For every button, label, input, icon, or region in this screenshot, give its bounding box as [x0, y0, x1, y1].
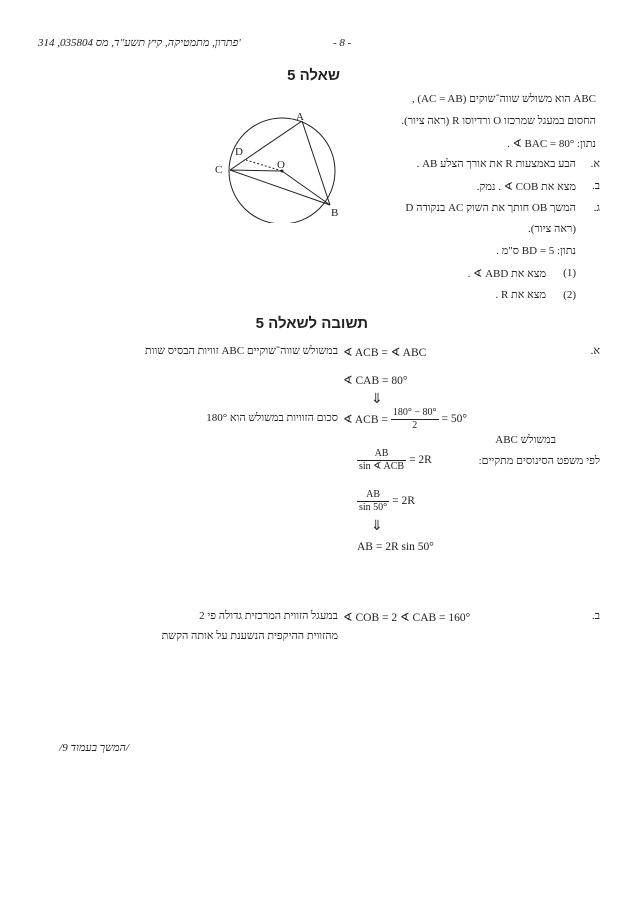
given-angle: נתון: BAC = 80° ∢ . [507, 138, 596, 150]
eq-cab: ∢ CAB = 80° [343, 375, 408, 387]
in-triangle-label: במשולש ABC [495, 434, 556, 446]
page-header-title: 314 ,035804 פתרון, מתמטיקה, קיץ תשע"ד, מס' [38, 37, 241, 49]
label-a: A [296, 111, 304, 123]
segment-ob [282, 171, 330, 205]
eq-sine-denominator: sin ∢ ACB [359, 460, 405, 472]
page-number: - 8 - [333, 37, 352, 49]
segment-co [230, 170, 282, 171]
note-central-angle: במעגל הזווית המרכזית גדולה פי 2 [199, 610, 338, 622]
eq-acb-lhs: ∢ ACB = [343, 414, 388, 426]
question-title: שאלה 5 [287, 67, 340, 84]
eq-acb-rhs: = 50° [441, 413, 467, 425]
part-c1-text: מצא את ABD ∢ . [467, 268, 546, 280]
eq-base-angles: ∢ ACB = ∢ ABC [343, 347, 427, 359]
part-c2-label: (2) [563, 289, 576, 301]
answer-a-label: א. [590, 345, 600, 357]
label-c: C [215, 164, 223, 176]
eq-sine-numerator: AB [357, 448, 406, 461]
side-ab [302, 121, 330, 205]
note-angle-sum: סכום הזוויות במשולש הוא 180° [206, 412, 338, 424]
part-a-label: א. [590, 158, 600, 170]
eq-sine-50 [357, 487, 415, 515]
circle-figure [210, 108, 350, 223]
eq-sine-rhs: = 2R [409, 454, 432, 466]
note-base-angles: במשולש שווה־שוקיים ABC זוויות הבסיס שוות [144, 345, 338, 357]
eq-sine-50-rhs: = 2R [392, 495, 415, 507]
part-c-text: המשך OB חותך את השוק AC בנקודה D [405, 202, 576, 214]
side-bc [230, 170, 330, 205]
eq-sine-50-fraction [357, 489, 389, 514]
eq-sine-rule [357, 446, 432, 474]
answer-b-label: ב. [591, 610, 600, 622]
part-a-text: הבע באמצעות R את אורך הצלע AB . [416, 158, 576, 170]
eq-sine-50-denominator: sin 50° [359, 501, 388, 513]
eq-acb-numerator: 180° − 80° [392, 406, 437, 418]
question-line-2: החסום במעגל שמרכזו O ורדיוסו R (ראה ציור). [401, 115, 596, 127]
part-b-label: ב. [591, 180, 600, 192]
question-line-1: ABC הוא משולש שווה־שוקים (AC = AB) , [411, 93, 596, 105]
implies-arrow-1: ⇓ [371, 392, 383, 407]
sine-rule-label: לפי משפט הסינוסים מתקיים: [478, 455, 600, 467]
eq-acb [343, 404, 467, 434]
given-bd: נתון: BD = 5 ס"מ . [496, 245, 576, 257]
answer-title: תשובה לשאלה 5 [255, 315, 368, 332]
label-d: D [235, 146, 243, 158]
eq-ab-result: AB = 2R sin 50° [357, 541, 434, 553]
label-b: B [331, 207, 339, 219]
eq-acb-denominator: 2 [412, 419, 418, 431]
eq-cob: ∢ COB = 2 ∢ CAB = 160° [343, 612, 471, 624]
eq-acb-fraction [391, 407, 439, 432]
part-b-text: מצא את COB ∢ . נמק. [476, 181, 576, 193]
part-c2-text: מצא את R . [495, 289, 546, 301]
continue-note: /המשך בעמוד 9/ [59, 742, 129, 754]
note-inscribed-angle: מהזווית ההיקפית הנשענת על אותה הקשת [161, 630, 338, 642]
part-c-label: ג. [593, 202, 600, 214]
implies-arrow-2: ⇓ [371, 519, 383, 534]
part-c-text-2: (ראה ציור). [527, 223, 576, 235]
eq-sine-fraction [357, 448, 406, 473]
label-o: O [277, 159, 285, 171]
eq-sine-50-numerator: AB [357, 489, 389, 502]
part-c1-label: (1) [563, 267, 576, 279]
